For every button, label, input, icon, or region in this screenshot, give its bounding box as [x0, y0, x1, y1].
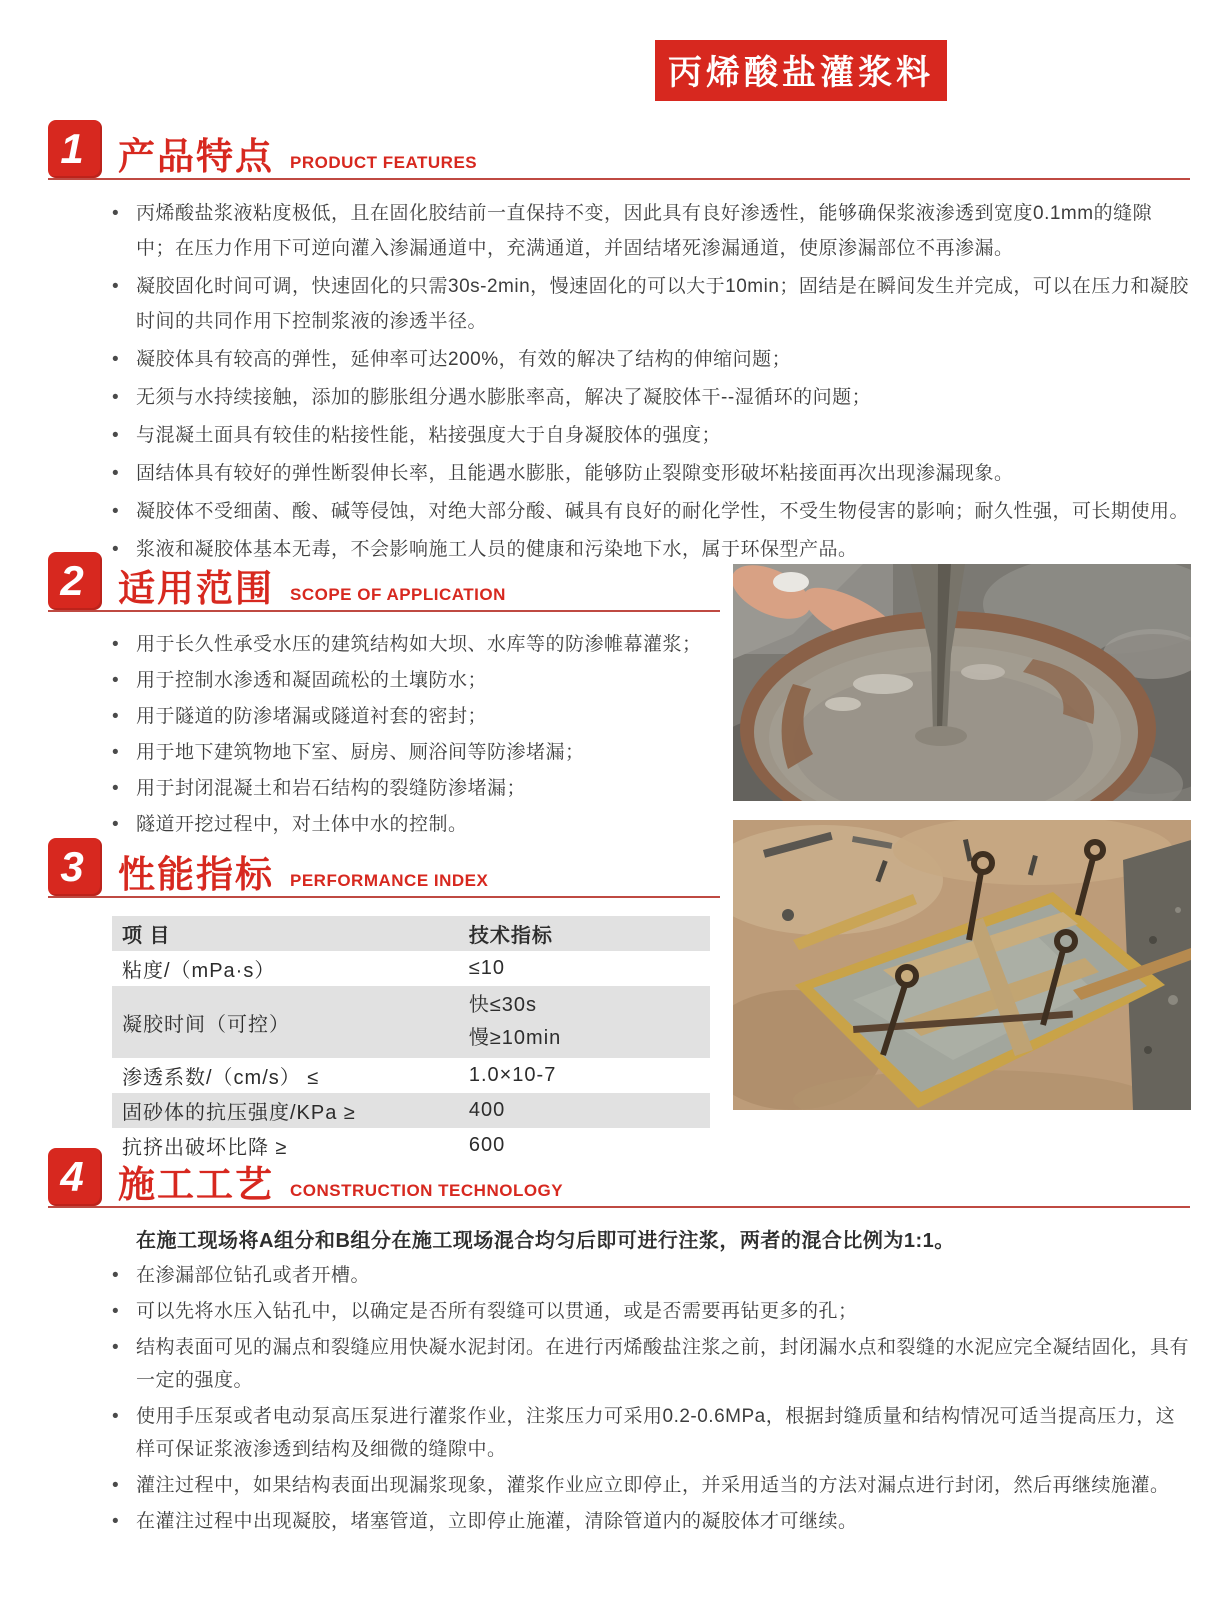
section-subtitle: CONSTRUCTION TECHNOLOGY: [290, 1181, 564, 1200]
section-header: [48, 1148, 1190, 1208]
section-scope-of-application: [48, 552, 720, 844]
column-header-item: 项 目: [122, 925, 171, 947]
performance-table: [112, 916, 710, 1163]
section-subtitle: SCOPE OF APPLICATION: [290, 585, 506, 604]
section-header: [48, 838, 720, 898]
feature-list: [48, 196, 1190, 567]
section-header: [48, 552, 720, 612]
section-subtitle: PRODUCT FEATURES: [290, 153, 478, 172]
table-row: [112, 951, 710, 986]
list-item: • 可以先将水压入钻孔中，以确定是否所有裂缝可以贯通，或是否需要再钻更多的孔；: [110, 1295, 1190, 1328]
column-header-spec: 技术指标: [468, 925, 553, 947]
table-cell: 400: [468, 1099, 506, 1121]
table-row: [112, 1058, 710, 1093]
table-cell: 600: [468, 1134, 506, 1156]
section-product-features: [48, 120, 1190, 570]
section-construction-technology: [48, 1148, 1190, 1541]
section-title: 施工工艺: [118, 1164, 274, 1205]
list-item: • 丙烯酸盐浆液粘度极低，且在固化胶结前一直保持不变，因此具有良好渗透性，能够确保浆液渗透到宽度0.1mm的缝隙中；在压力作用下可逆向灌入渗漏通道中，充满通道，并固结堵死渗漏通道，使原渗漏部位不再渗漏。: [110, 196, 1190, 266]
table-cell: ≤10: [468, 957, 506, 979]
section-title: 产品特点: [118, 136, 274, 177]
list-item: • 用于地下建筑物地下室、厨房、厕浴间等防渗堵漏；: [110, 736, 720, 769]
section-performance-index: [48, 838, 720, 1163]
table-cell: 渗透系数/（cm/s） ≤: [122, 1067, 320, 1089]
table-cell: 凝胶时间（可控）: [122, 1013, 290, 1036]
construction-step-list: [48, 1259, 1190, 1538]
application-list: [48, 628, 720, 841]
list-item: • 结构表面可见的漏点和裂缝应用快凝水泥封闭。在进行丙烯酸盐注浆之前，封闭漏水点和裂缝的水泥应完全凝结固化，具有一定的强度。: [110, 1331, 1190, 1397]
section-number-badge: 4: [48, 1148, 102, 1206]
list-item: • 用于封闭混凝土和岩石结构的裂缝防渗堵漏；: [110, 772, 720, 805]
list-item: • 固结体具有较好的弹性断裂伸长率，且能遇水膨胀，能够防止裂隙变形破坏粘接面再次出现渗漏现象。: [110, 456, 1190, 491]
section-subtitle: PERFORMANCE INDEX: [290, 871, 489, 890]
table-header-row: [112, 916, 710, 951]
section-header: [48, 120, 1190, 180]
list-item: • 灌注过程中，如果结构表面出现漏浆现象，灌浆作业应立即停止，并采用适当的方法对漏点进行封闭，然后再继续施灌。: [110, 1469, 1190, 1502]
table-cell: 1.0×10-7: [468, 1064, 557, 1086]
section-title: 性能指标: [118, 854, 274, 895]
list-item: • 用于长久性承受水压的建筑结构如大坝、水库等的防渗帷幕灌浆；: [110, 628, 720, 661]
spec-slow: 慢≥10min: [468, 1027, 562, 1049]
list-item: • 用于隧道的防渗堵漏或隧道衬套的密封；: [110, 700, 720, 733]
page-title: 丙烯酸盐灌浆料: [655, 40, 947, 101]
list-item: • 无须与水持续接触，添加的膨胀组分遇水膨胀率高，解决了凝胶体干--湿循环的问题；: [110, 380, 1190, 415]
table-cell: 抗挤出破坏比降 ≥: [122, 1137, 288, 1159]
table-row: [112, 1093, 710, 1128]
section-number-badge: 2: [48, 552, 102, 610]
list-item: • 凝胶体具有较高的弹性，延伸率可达200%，有效的解决了结构的伸缩问题；: [110, 342, 1190, 377]
list-item: • 在灌注过程中出现凝胶，堵塞管道，立即停止施灌，清除管道内的凝胶体才可继续。: [110, 1505, 1190, 1538]
section-number-badge: 3: [48, 838, 102, 896]
list-item: • 与混凝土面具有较佳的粘接性能，粘接强度大于自身凝胶体的强度；: [110, 418, 1190, 453]
section-title: 适用范围: [118, 568, 274, 609]
mixing-ratio-note: 在施工现场将A组分和B组分在施工现场混合均匀后即可进行注浆，两者的混合比例为1:1。: [136, 1230, 955, 1252]
table-cell: [459, 986, 710, 1058]
table-cell: 固砂体的抗压强度/KPa ≥: [122, 1102, 356, 1124]
mixing-photo: [733, 564, 1191, 801]
table-row: [112, 986, 710, 1058]
list-item: • 浆液和凝胶体基本无毒，不会影响施工人员的健康和污染地下水，属于环保型产品。: [110, 532, 1190, 567]
list-item: • 凝胶体不受细菌、酸、碱等侵蚀，对绝大部分酸、碱具有良好的耐化学性，不受生物侵害的影响；耐久性强，可长期使用。: [110, 494, 1190, 529]
formwork-photo: [733, 820, 1191, 1110]
spec-fast: 快≤30s: [468, 994, 538, 1016]
list-item: • 在渗漏部位钻孔或者开槽。: [110, 1259, 1190, 1292]
section-number-badge: 1: [48, 120, 102, 178]
list-item: • 使用手压泵或者电动泵高压泵进行灌浆作业，注浆压力可采用0.2-0.6MPa，根据封缝质量和结构情况可适当提高压力，这样可保证浆液渗透到结构及细微的缝隙中。: [110, 1400, 1190, 1466]
table-cell: 粘度/（mPa·s）: [122, 960, 276, 982]
list-item: • 凝胶固化时间可调，快速固化的只需30s-2min，慢速固化的可以大于10min；固结是在瞬间发生并完成，可以在压力和凝胶时间的共同作用下控制浆液的渗透半径。: [110, 269, 1190, 339]
list-item: • 隧道开挖过程中，对土体中水的控制。: [110, 808, 720, 841]
list-item: • 用于控制水渗透和凝固疏松的土壤防水；: [110, 664, 720, 697]
